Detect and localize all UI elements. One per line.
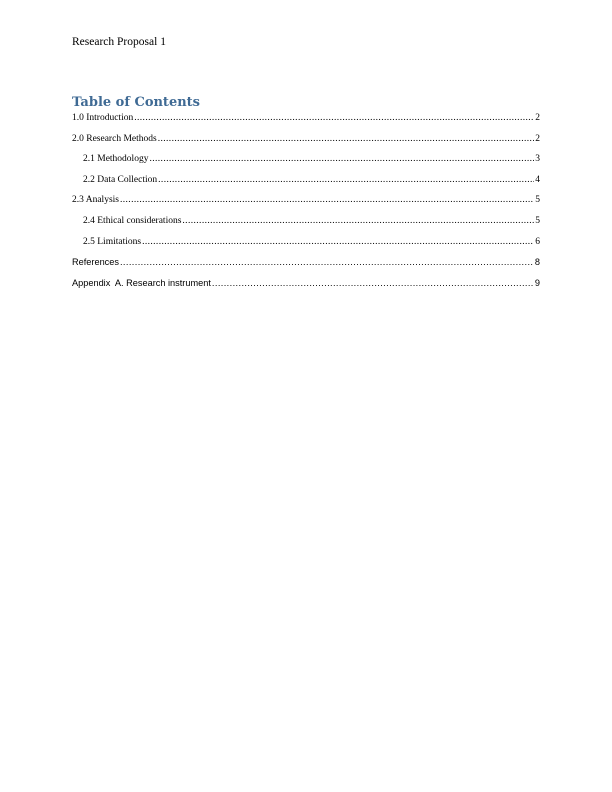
toc-entry-page: 3: [535, 154, 540, 165]
toc-entry-page: 4: [535, 174, 540, 185]
toc-leader-dots: [158, 175, 534, 185]
toc-entry-page: 5: [535, 195, 540, 206]
toc-entry-page: 9: [534, 277, 540, 288]
toc-entry-references[interactable]: [72, 257, 540, 278]
toc-entry-label: 2.3 Analysis: [72, 195, 119, 206]
toc-entry-page: 2: [535, 133, 540, 144]
toc-entry-ethical-considerations[interactable]: [72, 216, 540, 237]
toc-leader-dots: [120, 195, 534, 205]
toc-entry-label: 1.0 Introduction: [72, 113, 134, 123]
toc-entry-research-methods[interactable]: [72, 134, 540, 155]
toc-entry-label: 2.4 Ethical considerations: [83, 215, 182, 226]
toc-entry-analysis[interactable]: [72, 195, 540, 216]
toc-leader-dots: [158, 134, 535, 144]
toc-leader-dots: [149, 154, 534, 164]
toc-entry-introduction[interactable]: [72, 113, 540, 134]
header-title: Research Proposal: [72, 36, 158, 48]
toc-entry-methodology[interactable]: [72, 154, 540, 175]
toc-leader-dots: [142, 237, 534, 247]
toc-entry-label: Appendix A. Research instrument: [72, 277, 211, 288]
toc-entry-data-collection[interactable]: [72, 175, 540, 196]
header-page-number: 1: [160, 36, 167, 48]
toc-list: [72, 113, 540, 298]
toc-entry-label: 2.5 Limitations: [83, 236, 142, 247]
toc-leader-dots: [182, 216, 534, 226]
toc-entry-label: 2.1 Methodology: [83, 154, 149, 165]
toc-entry-page: 6: [535, 236, 540, 247]
toc-entry-page: 8: [534, 257, 540, 268]
toc-leader-dots: [120, 257, 534, 267]
toc-entry-label: 2.0 Research Methods: [72, 133, 157, 144]
toc-entry-label: 2.2 Data Collection: [83, 174, 158, 185]
toc-entry-page: 5: [535, 215, 540, 226]
toc-leader-dots: [134, 113, 534, 123]
running-header: [72, 36, 166, 48]
toc-entry-limitations[interactable]: [72, 237, 540, 258]
toc-entry-appendix-a[interactable]: [72, 278, 540, 299]
toc-leader-dots: [212, 278, 534, 288]
toc-entry-page: 2: [535, 113, 540, 123]
toc-title: Table of Contents: [72, 95, 200, 110]
toc-entry-label: References: [72, 257, 119, 268]
